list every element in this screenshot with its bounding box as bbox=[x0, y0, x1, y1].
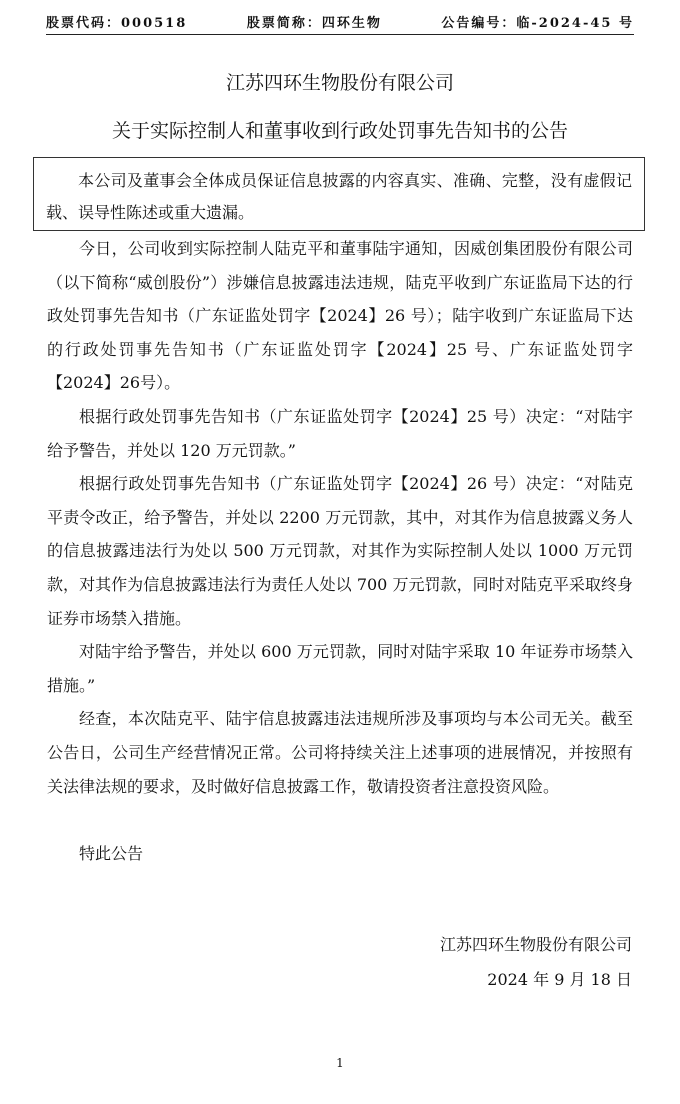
paragraph: 根据行政处罚事先告知书（广东证监处罚字【2024】26 号）决定：“对陆克平责令改正，给予警告，并处以 2200 万元罚款，其中，对其作为信息披露义务人的信息披露违法行为处以 500 万元罚款，对其作为实际控制人处以 1000 万元罚款，对其作为信息披露违法行为责任人处以 700 万元罚款，同时对陆克平采取终身证券市场禁入措施。 bbox=[47, 474, 633, 628]
paragraph: 经查，本次陆克平、陆宇信息披露违法违规所涉及事项均与本公司无关。截至公告日，公司生产经营情况正常。公司将持续关注上述事项的进展情况，并按照有关法律法规的要求，及时做好信息披露工作，敬请投资者注意投资风险。 bbox=[47, 709, 633, 796]
signature-company: 江苏四环生物股份有限公司 bbox=[439, 935, 632, 954]
paragraph: 根据行政处罚事先告知书（广东证监处罚字【2024】25 号）决定：“对陆宇给予警告，并处以 120 万元罚款。” bbox=[47, 406, 633, 460]
disclaimer-text: 本公司及董事会全体成员保证信息披露的内容真实、准确、完整，没有虚假记载、误导性陈述或重大遗漏。 bbox=[46, 171, 632, 222]
closing-text: 特此公告 bbox=[79, 843, 144, 863]
page-number: 1 bbox=[336, 1056, 344, 1070]
announcement-title: 关于实际控制人和董事收到行政处罚事先告知书的公告 bbox=[111, 120, 568, 142]
announcement-body bbox=[47, 232, 633, 870]
page-header bbox=[46, 12, 634, 35]
company-title: 江苏四环生物股份有限公司 bbox=[225, 72, 454, 94]
paragraph: 今日，公司收到实际控制人陆克平和董事陆宇通知，因威创集团股份有限公司（以下简称“威创股份”）涉嫌信息披露违法违规，陆克平收到广东证监局下达的行政处罚事先告知书（广东证监处罚字【2024】26 号）；陆宇收到广东证监局下达的行政处罚事先告知书（广东证监处罚字【2024】25 号、广东证监处罚字【2024】26号）。 bbox=[47, 239, 633, 393]
notice-number: 公告编号：临-2024-45 号 bbox=[441, 16, 634, 31]
paragraph: 对陆宇给予警告，并处以 600 万元罚款，同时对陆宇采取 10 年证券市场禁入措施。” bbox=[47, 642, 633, 695]
disclaimer-box bbox=[33, 157, 645, 231]
stock-code: 股票代码：000518 bbox=[46, 16, 188, 31]
signature-date: 2024 年 9 月 18 日 bbox=[487, 970, 632, 989]
stock-name: 股票简称：四环生物 bbox=[246, 16, 382, 31]
